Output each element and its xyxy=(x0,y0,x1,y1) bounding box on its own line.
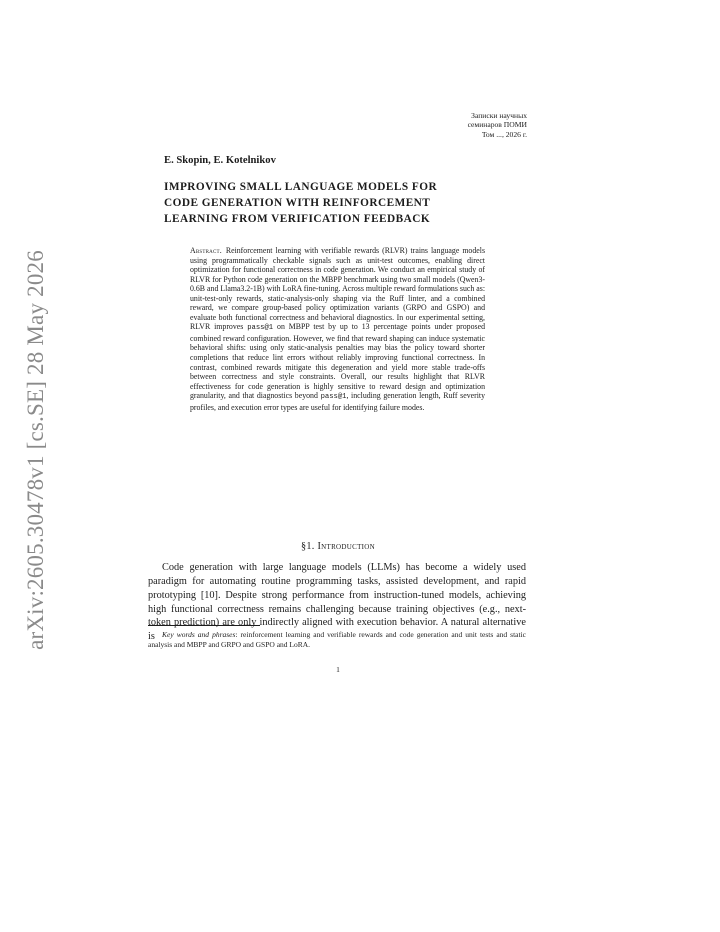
journal-volume: Том ..., 2026 г. xyxy=(481,129,527,139)
abstract-text: , including generation length, Ruff severity profiles, and execution error types are useful for identifying failure modes. xyxy=(190,391,485,412)
section-number: §1. xyxy=(300,541,315,552)
title-line: IMPROVING SMALL LANGUAGE MODELS FOR xyxy=(164,181,438,193)
page-number: 1 xyxy=(336,665,340,674)
journal-info xyxy=(468,111,527,139)
journal-line: семинаров ПОМИ xyxy=(467,120,527,130)
footnote-label: Key words and phrases xyxy=(162,630,236,639)
abstract xyxy=(190,246,485,412)
arxiv-identifier-stamp: arXiv:2605.30478v1 [cs.SE] 28 May 2026 xyxy=(23,250,48,650)
introduction-paragraph: Code generation with large language models (LLMs) has become a widely used paradigm for automating routine programming tasks, assisted development, and rapid prototyping [10]. Despite strong performance from instruction-tuned models, achieving high functional correctness remains challenging because training objectives (e.g., next-token prediction) are only indirectly aligned with execution behavior. A natural alternative is xyxy=(148,562,526,643)
title-line: LEARNING FROM VERIFICATION FEEDBACK xyxy=(164,212,431,225)
section-title: Introduction xyxy=(317,541,376,552)
section-heading xyxy=(0,541,676,552)
footnote-divider xyxy=(148,625,260,626)
abstract-code-metric: pass@1 xyxy=(247,324,274,333)
abstract-text: Reinforcement learning with verifiable rewards (RLVR) trains language models using programmatically checkable signals such as unit-test outcomes, enabling direct optimization for functional correctness in code generation. We conduct an empirical study of RLVR for Python code generation on the MBPP benchmark using two small models (Qwen3-0.6B and Llama3.2-1B) with LoRA fine-tuning. Across multiple reward formulations such as: unit-test-only rewards, static-analysis-only shaping via the Ruff linter, and a combined reward, we compare group-based policy optimization variants (GRPO and GSPO) and evaluate both functional correctness and behavioral diagnostics. In our experimental setting, RLVR improves xyxy=(190,246,485,332)
paper-title xyxy=(164,180,524,227)
footnote xyxy=(148,630,526,650)
author-list: E. Skopin, E. Kotelnikov xyxy=(164,155,276,166)
footnote-text: : reinforcement learning and verifiable rewards and code generation and unit tests and static analysis and MBPP and GRPO and GSPO and LoRA. xyxy=(148,630,527,649)
journal-line: Записки научных xyxy=(471,111,527,120)
title-line: CODE GENERATION WITH REINFORCEMENT xyxy=(164,196,431,209)
abstract-code-metric: pass@1 xyxy=(320,393,347,402)
abstract-text: on MBPP test by up to 13 percentage points under proposed combined reward configuration. However, we find that reward shaping can induce systematic behavioral shifts: using only static-analysis penalties may bias the policy toward shorter completions that reduce lint errors without reliably improving functional correctness. In contrast, combined rewards mitigate this degeneration and yield more stable trade-offs between correctness and style constraints. Overall, our results highlight that RLVR effectiveness for code generation is highly sensitive to reward design and optimization granularity, and that diagnostics beyond xyxy=(190,322,485,401)
abstract-label: Abstract. xyxy=(190,246,222,255)
